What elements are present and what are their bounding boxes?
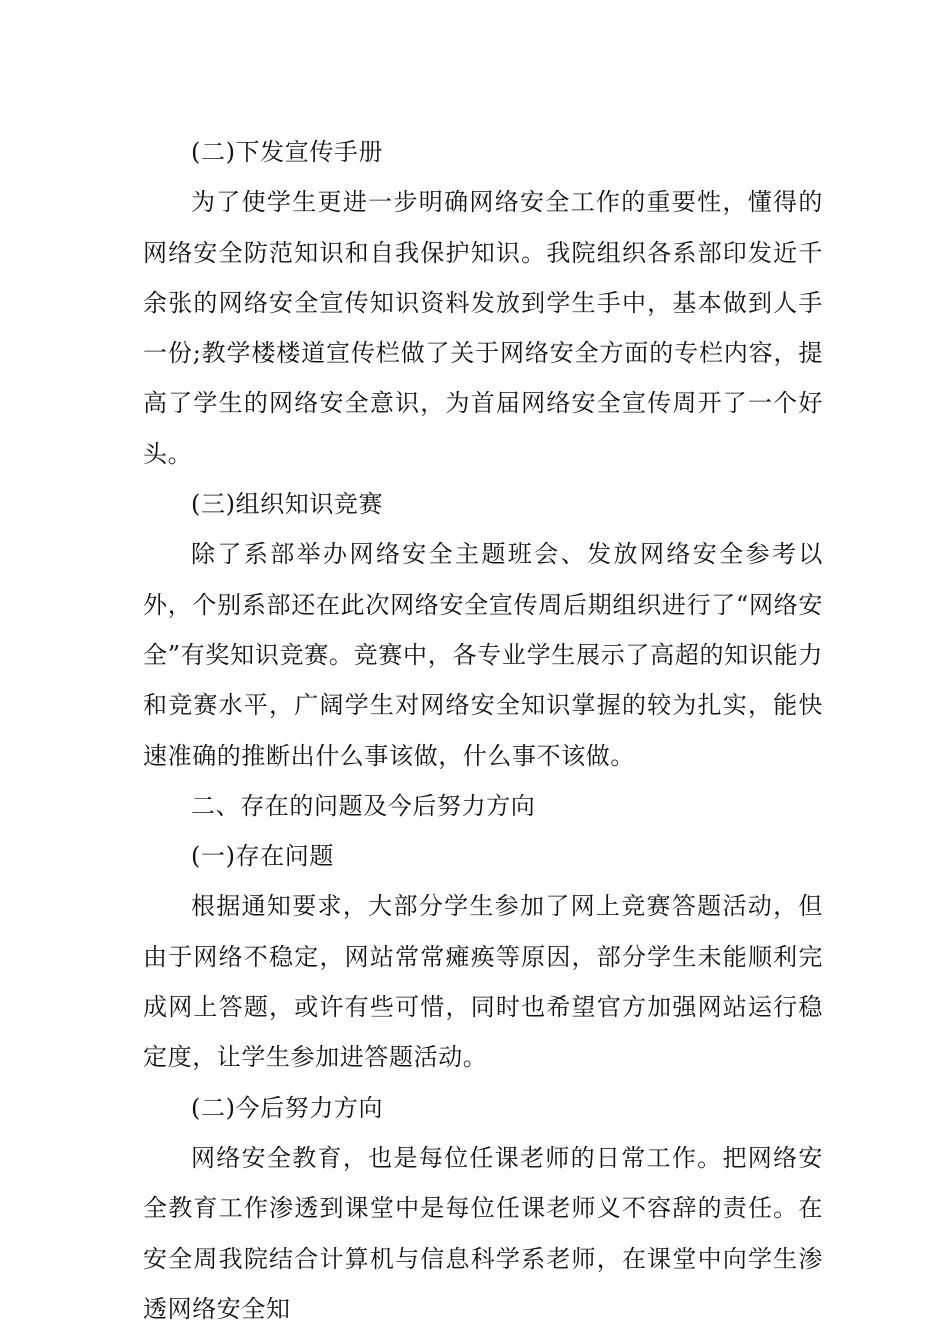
section-heading: (二)下发宣传手册 [191,138,384,166]
body-paragraph: 网络安全教育，也是每位任课老师的日常工作。把网络安全教育工作渗透到课堂中是每位任课老师义不容辞的责任。在安全周我院结合计算机与信息科学系老师，在课堂中向学生渗透网络安全知 [143,1143,823,1323]
section-heading: (三)组织知识竞赛 [191,490,384,519]
section-heading: 二、存在的问题及今后努力方向 [191,791,536,820]
body-paragraph: 为了使学生更进一步明确网络安全工作的重要性，懂得的网络安全防范知识和自我保护知识。我院组织各系部印发近千余张的网络安全宣传知识资料发放到学生手中，基本做到人手一份;教学楼楼道宣传栏做了关于网络安全方面的专栏内容，提高了学生的网络安全意识，为首届网络安全宣传周开了一个好头。 [143,188,823,468]
document-body [143,127,823,1334]
body-paragraph: 除了系部举办网络安全主题班会、发放网络安全参考以外，个别系部还在此次网络安全宣传周后期组织进行了“网络安全”有奖知识竞赛。竞赛中，各专业学生展示了高超的知识能力和竞赛水平，广阔学生对网络安全知识掌握的较为扎实，能快速准确的推断出什么事该做，什么事不该做。 [143,540,823,770]
section-heading: (一)存在问题 [191,842,334,871]
body-paragraph: 根据通知要求，大部分学生参加了网上竞赛答题活动，但由于网络不稳定，网站常常瘫痪等原因，部分学生未能顺利完成网上答题，或许有些可惜，同时也希望官方加强网站运行稳定度，让学生参加进答题活动。 [143,892,823,1072]
section-heading: (二)今后努力方向 [191,1093,384,1122]
